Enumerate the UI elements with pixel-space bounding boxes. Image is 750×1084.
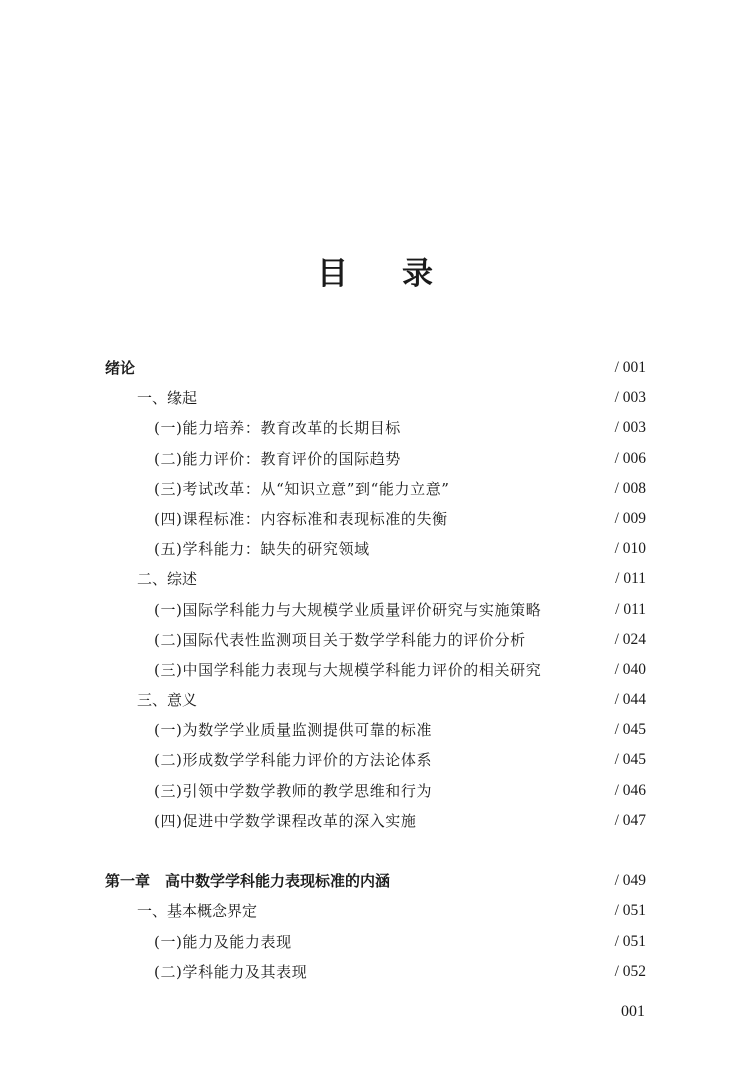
toc-subsection-entry[interactable] — [0, 413, 750, 443]
toc-entry-page: / 051 — [614, 902, 646, 920]
toc-entry-title: (三)引领中学数学教师的教学思维和行为 — [154, 781, 433, 800]
toc-section-entry[interactable] — [0, 685, 750, 715]
toc-subsection-entry[interactable] — [0, 625, 750, 655]
toc-subsection-entry[interactable] — [0, 927, 750, 957]
toc-chapter-entry[interactable] — [0, 353, 750, 383]
toc-entry-page: / 045 — [614, 721, 646, 739]
page-title: 目录 — [317, 256, 487, 292]
toc-section-entry[interactable] — [0, 896, 750, 926]
toc-entry-title: (三)考试改革：从“知识立意”到“能力立意” — [154, 479, 450, 498]
toc-entry-page: / 009 — [614, 509, 646, 527]
toc-entry-title: (三)中国学科能力表现与大规模学科能力评价的相关研究 — [154, 660, 542, 679]
toc-entry-title: 第一章 高中数学学科能力表现标准的内涵 — [105, 872, 391, 891]
toc-entry-title: 二、综述 — [137, 570, 198, 589]
section-gap — [0, 836, 750, 866]
toc-section-entry[interactable] — [0, 383, 750, 413]
toc-entry-page: / 051 — [614, 932, 646, 950]
toc-entry-title: (二)形成数学学科能力评价的方法论体系 — [154, 751, 433, 770]
toc-entry-page: / 045 — [614, 751, 646, 769]
toc-entry-page: / 011 — [615, 600, 646, 618]
toc-entry-title: 一、缘起 — [137, 389, 198, 408]
toc-entry-page: / 001 — [614, 359, 646, 376]
toc-entry-title: (一)为数学学业质量监测提供可靠的标准 — [154, 721, 433, 740]
toc-entry-page: / 044 — [614, 691, 646, 709]
toc-subsection-entry[interactable] — [0, 655, 750, 685]
toc-subsection-entry[interactable] — [0, 595, 750, 625]
toc-entry-page: / 011 — [615, 570, 646, 588]
toc-subsection-entry[interactable] — [0, 444, 750, 474]
toc-entry-page: / 003 — [614, 419, 646, 437]
toc-entry-page: / 003 — [614, 389, 646, 407]
toc-entry-page: / 010 — [614, 540, 646, 558]
toc-entry-title: 绪论 — [105, 359, 136, 377]
toc-entry-title: (二)学科能力及其表现 — [154, 962, 308, 981]
toc-subsection-entry[interactable] — [0, 534, 750, 564]
toc-entry-page: / 049 — [614, 872, 646, 890]
toc-entry-title: (二)国际代表性监测项目关于数学学科能力的评价分析 — [154, 630, 526, 649]
toc-entry-title: (二)能力评价：教育评价的国际趋势 — [154, 449, 401, 468]
toc-entry-title: 三、意义 — [137, 691, 198, 710]
toc-subsection-entry[interactable] — [0, 806, 750, 836]
toc-subsection-entry[interactable] — [0, 474, 750, 504]
toc-entry-title: 一、基本概念界定 — [137, 902, 258, 921]
toc-entry-page: / 047 — [614, 811, 646, 829]
toc-subsection-entry[interactable] — [0, 504, 750, 534]
toc-subsection-entry[interactable] — [0, 745, 750, 775]
toc-entry-title: (一)国际学科能力与大规模学业质量评价研究与实施策略 — [154, 600, 542, 619]
toc-entry-title: (五)学科能力：缺失的研究领域 — [154, 540, 370, 559]
table-of-contents — [0, 353, 750, 987]
toc-entry-title: (四)促进中学数学课程改革的深入实施 — [154, 811, 417, 830]
toc-entry-page: / 046 — [614, 781, 646, 799]
toc-entry-page: / 008 — [614, 479, 646, 497]
toc-chapter-entry[interactable] — [0, 866, 750, 896]
toc-subsection-entry[interactable] — [0, 776, 750, 806]
toc-subsection-entry[interactable] — [0, 957, 750, 987]
toc-entry-page: / 052 — [614, 962, 646, 980]
toc-subsection-entry[interactable] — [0, 715, 750, 745]
toc-entry-page: / 040 — [614, 660, 646, 678]
page-number: 001 — [621, 1003, 645, 1020]
toc-entry-title: (四)课程标准：内容标准和表现标准的失衡 — [154, 509, 448, 528]
toc-entry-page: / 024 — [614, 630, 646, 648]
toc-entry-title: (一)能力及能力表现 — [154, 932, 292, 951]
toc-entry-title: (一)能力培养：教育改革的长期目标 — [154, 419, 401, 438]
toc-entry-page: / 006 — [614, 449, 646, 467]
toc-section-entry[interactable] — [0, 564, 750, 594]
